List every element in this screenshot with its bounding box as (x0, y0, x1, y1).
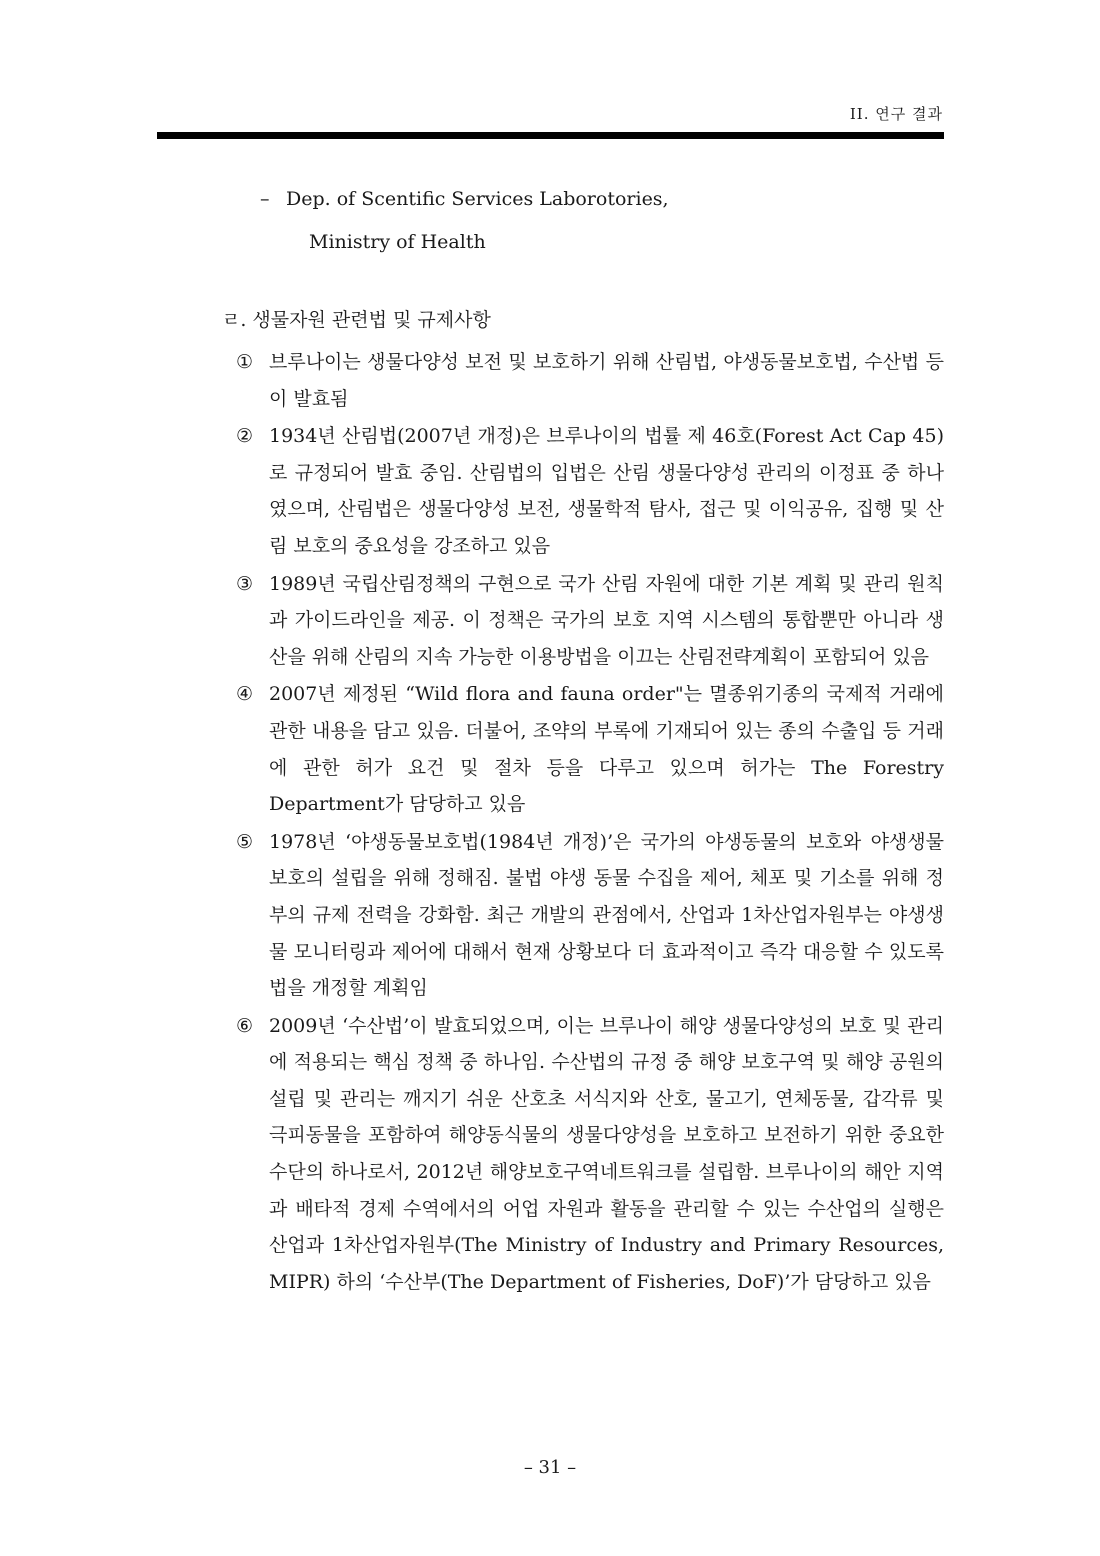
list-item (236, 676, 944, 822)
page-number: – 31 – (523, 1457, 577, 1478)
list-dash: – (260, 188, 270, 210)
item-text: 1989년 국립산림정책의 구현으로 국가 산림 자원에 대한 기본 계획 및 관리 원칙과 가이드라인을 제공. 이 정책은 국가의 보호 지역 시스템의 통합뿐만 아니라 생산을 위해 산림의 지속 가능한 이용방법을 이끄는 산림전략계획이 포함되어 있음 (269, 572, 944, 668)
list-item (236, 344, 944, 417)
item-number: ① (236, 351, 254, 373)
running-header: II. 연구 결과 (849, 105, 943, 123)
item-number: ⑥ (236, 1014, 254, 1037)
department-ministry: Ministry of Health (309, 231, 486, 253)
item-number: ② (236, 425, 254, 448)
department-line (260, 187, 669, 211)
law-list (236, 344, 944, 1301)
item-text: 1934년 산림법(2007년 개정)은 브루나이의 법률 제 46호(Forest Act Cap 45)로 규정되어 발효 중임. 산림법의 입법은 산림 생물다양성 관리의 이정표 중 하나였으며, 산림법은 생물다양성 보전, 생물학적 탐사, 접근 및 이익공유, 집행 및 산림 보호의 중요성을 강조하고 있음 (269, 425, 944, 557)
list-item (236, 1008, 944, 1301)
header-rule (157, 132, 944, 139)
item-text: 브루나이는 생물다양성 보전 및 보호하기 위해 산림법, 야생동물보호법, 수산법 등이 발효됨 (269, 351, 944, 410)
list-item (236, 566, 944, 676)
department-name: Dep. of Scentific Services Laborotories, (286, 188, 669, 210)
item-text: 2009년 ‘수산법’이 발효되었으며, 이는 브루나이 해양 생물다양성의 보호 및 관리에 적용되는 핵심 정책 중 하나임. 수산법의 규정 중 해양 보호구역 및 해양 공원의 설립 및 관리는 깨지기 쉬운 산호초 서식지와 산호, 물고기, 연체동물, 갑각류 및 극피동물을 포함하여 해양동식물의 생물다양성을 보호하고 보전하기 위한 중요한 수단의 하나로서, 2012년 해양보호구역네트워크를 설립함. 브루나이의 해안 지역과 배타적 경제 수역에서의 어업 자원과 활동을 관리할 수 있는 수산업의 실행은 산업과 1차산업자원부(The Ministry of Industry and Primary Resources, MIPR) 하의 ‘수산부(The Department of Fisheries, DoF)’가 담당하고 있음 (269, 1014, 944, 1293)
list-item (236, 824, 944, 1007)
section-title: ㄹ. 생물자원 관련법 및 규제사항 (222, 309, 491, 331)
list-item (236, 418, 944, 564)
item-text: 2007년 제정된 “Wild flora and fauna order"는 멸종위기종의 국제적 거래에 관한 내용을 담고 있음. 더불어, 조약의 부록에 기재되어 있는 종의 수출입 등 거래에 관한 허가 요건 및 절차 등을 다루고 있으며 허가는 The Forestry Department가 담당하고 있음 (269, 683, 944, 816)
item-number: ③ (236, 572, 254, 595)
item-text: 1978년 ‘야생동물보호법(1984년 개정)’은 국가의 야생동물의 보호와 야생생물 보호의 설립을 위해 정해짐. 불법 야생 동물 수집을 제어, 체포 및 기소를 위해 정부의 규제 전력을 강화함. 최근 개발의 관점에서, 산업과 1차산업자원부는 야생생물 모니터링과 제어에 대해서 현재 상황보다 더 효과적이고 즉각 대응할 수 있도록 법을 개정할 계획임 (269, 830, 944, 1000)
item-number: ⑤ (236, 830, 254, 853)
item-number: ④ (236, 683, 254, 706)
